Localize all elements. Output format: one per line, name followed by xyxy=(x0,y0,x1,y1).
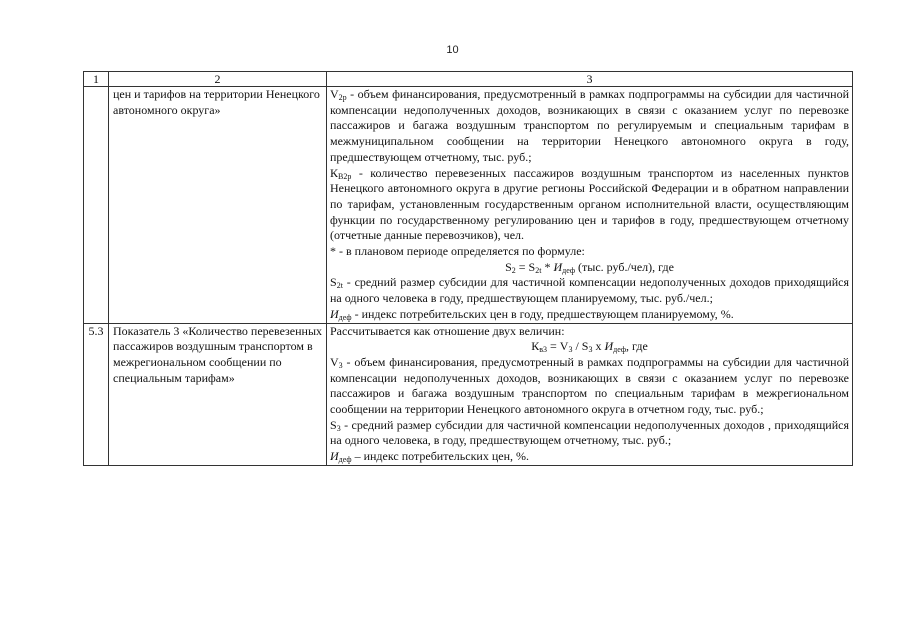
definition-idef: $И_{деф}$ - индекс потребительских цен в году, предшествующем планируемому, %. xyxy=(330,306,734,322)
definition-kv2p: $К_{В2р}$ - количество перевезенных пассажиров воздушным транспортом из населенных пунктов Ненецкого автономного округа в другие регионы Российской Федерации и в обратном направлении по тарифам, установленным государственным органом исполнительной власти, осуществляющим функции по государственному регулированию цен и тарифов в году, предшествующем отчетному (отчетные данные перевозчиков), чел. xyxy=(330,165,849,243)
table-header-row xyxy=(84,72,853,87)
indicator-description xyxy=(327,87,853,324)
formula-kv3: $К_{в3} = V_3 / S_3$ х $И_{деф}$, где xyxy=(531,339,648,355)
indicator-name: Показатель 3 «Количество перевезенных пассажиров воздушным транспортом в межрегиональном сообщении по специальным тарифам» xyxy=(109,323,327,465)
planned-period-note: * - в плановом периоде определяется по формуле: xyxy=(330,244,585,259)
indicator-description xyxy=(327,323,853,465)
header-col-2: 2 xyxy=(109,72,327,87)
definition-idef: $И_{деф}$ – индекс потребительских цен, %. xyxy=(330,449,529,465)
header-col-1: 1 xyxy=(84,72,109,87)
definition-s2t: $S_{2t}$ - средний размер субсидии для частичной компенсации недополученных доходов приходящийся на одного человека в году, предшествующем планируемому, тыс. руб./чел.; xyxy=(330,275,849,306)
formula-s2: $S_2 = S_{2t} * И_{деф}$ (тыс. руб./чел), где xyxy=(505,259,674,275)
definition-s3: $S_3$ - средний размер субсидии для частичной компенсации недополученных доходов , приходящийся на одного человека, в году, предшествующем отчетному, тыс. руб.; xyxy=(330,417,849,448)
row-number xyxy=(84,87,109,324)
definition-v2p: $V_{2р}$ - объем финансирования, предусмотренный в рамках подпрограммы на субсидии для частичной компенсации недополученных доходов, возникающих в связи с оказанием услуг по перевозке пассажиров и багажа воздушным транспортом по регулируемым и специальным тарифам в межмуниципальном сообщении на территории Ненецкого автономного округа в году, предшествующем отчетному, тыс. руб.; xyxy=(330,87,849,164)
calculation-intro: Рассчитывается как отношение двух величин: xyxy=(330,323,565,338)
document-table xyxy=(83,71,853,466)
header-col-3: 3 xyxy=(327,72,853,87)
table-row xyxy=(84,87,853,324)
row-number: 5.3 xyxy=(84,323,109,465)
table-row xyxy=(84,323,853,465)
page-number: 10 xyxy=(446,44,459,56)
definition-v3: $V_3$ - объем финансирования, предусмотренный в рамках подпрограммы на субсидии для частичной компенсации недополученных доходов, возникающих в связи с оказанием услуг по перевозке пассажиров и багажа воздушным транспортом по специальным тарифам в межрегиональном сообщении на территории Ненецкого автономного округа в отчетном году, тыс. руб.; xyxy=(330,354,849,417)
indicator-name: цен и тарифов на территории Ненецкого автономного округа» xyxy=(109,87,327,324)
